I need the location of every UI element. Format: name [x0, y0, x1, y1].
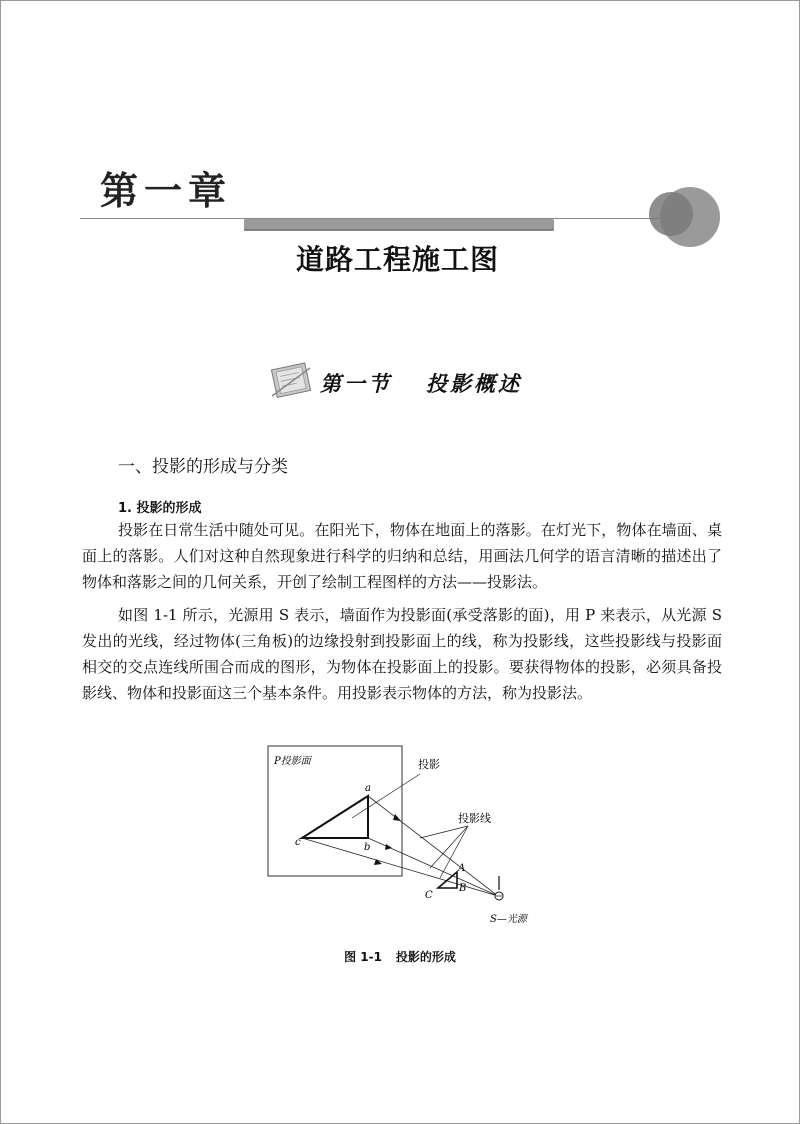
section-name: 投影概述: [426, 372, 522, 396]
paragraph-2: 如图 1-1 所示，光源用 S 表示，墙面作为投影面(承受落影的面)，用 P 来表示，从光源 S 发出的光线，经过物体(三角板)的边缘投射到投影面上的线，称为投影线，这些投影线与投影面相交的交点连线所围合而成的图形，为物体在投影面上的投影。要获得物体的投影，必须具备投影线、物体和投影面这三个基本条件。用投影表示物体的方法，称为投影法。: [82, 606, 722, 702]
paragraph-1: 投影在日常生活中随处可见。在阳光下，物体在地面上的落影。在灯光下，物体在墙面、桌面上的落影。人们对这种自然现象进行科学的归纳和总结，用画法几何学的语言清晰的描述出了物体和落影之间的几何关系，开创了绘制工程图样的方法——投影法。: [82, 521, 722, 591]
light-source-icon: [495, 876, 503, 900]
label-point-a: a: [365, 783, 371, 794]
ray-c: [302, 838, 498, 896]
label-point-c: c: [295, 837, 301, 848]
figure-caption-text: 投影的形成: [395, 950, 456, 964]
section-notebook-icon: [266, 360, 318, 400]
label-point-B: B: [459, 883, 467, 894]
label-point-C: C: [425, 890, 433, 901]
projection-figure: [262, 740, 542, 930]
ray-arrow-b: [385, 844, 392, 850]
plane-label: P投影面: [274, 756, 311, 767]
label-projection: 投影: [418, 758, 440, 771]
label-source: S—光源: [490, 914, 527, 925]
label-point-b: b: [364, 842, 371, 853]
leader-rays-1: [420, 826, 468, 838]
chapter-label: 第一章: [100, 169, 233, 213]
heading-level-2: 1. 投影的形成: [118, 501, 202, 516]
ray-arrow-a: [393, 814, 401, 821]
leader-projection: [352, 774, 420, 818]
figure-caption-number: 图 1-1: [344, 950, 382, 964]
heading-level-1: 一、投影的形成与分类: [118, 457, 288, 477]
label-rays: 投影线: [458, 812, 491, 825]
projected-triangle: [302, 796, 368, 838]
label-point-A: A: [458, 863, 466, 874]
section-title: [320, 368, 522, 398]
decorative-circle-small: [649, 192, 693, 236]
chapter-rule-bar: [244, 219, 554, 231]
chapter-title: 道路工程施工图: [296, 243, 500, 276]
section-number: 第一节: [320, 372, 392, 396]
object-triangle: [438, 872, 457, 888]
figure-caption: [0, 948, 800, 965]
